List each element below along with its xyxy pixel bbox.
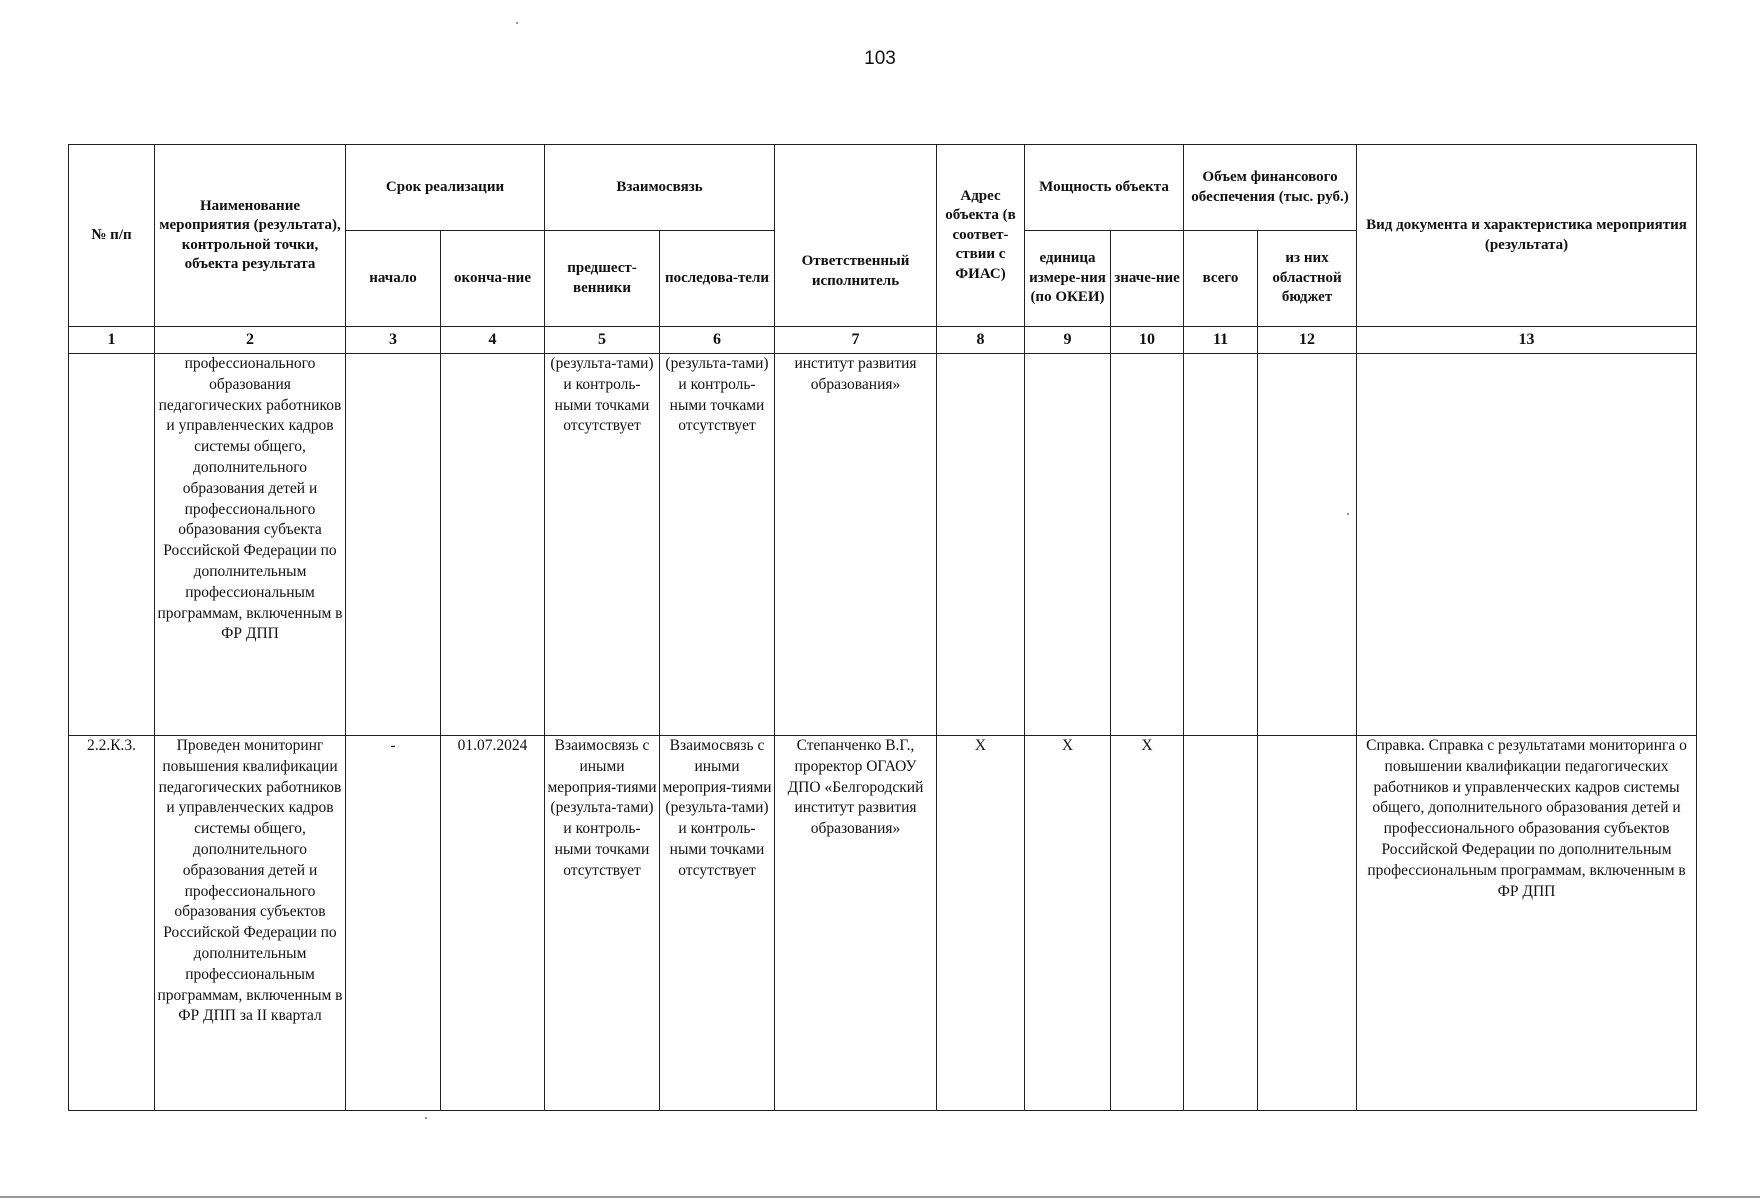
header-capacity-unit: единица измере-ния (по ОКЕИ) bbox=[1025, 231, 1111, 327]
cell-next: (результа-тами) и контроль-ными точками отсутствует bbox=[660, 354, 775, 736]
cell-doc bbox=[1357, 354, 1697, 736]
column-number: 7 bbox=[775, 327, 937, 354]
table-row bbox=[69, 736, 1697, 1111]
column-number: 11 bbox=[1184, 327, 1258, 354]
column-number: 5 bbox=[545, 327, 660, 354]
header-responsible: Ответственный исполнитель bbox=[775, 145, 937, 327]
header-term-end: оконча-ние bbox=[441, 231, 545, 327]
cell-total bbox=[1184, 736, 1258, 1111]
cell-prev: (результа-тами) и контроль-ными точками отсутствует bbox=[545, 354, 660, 736]
header-link-next: последова-тели bbox=[660, 231, 775, 327]
cell-name: профессионального образования педагогических работников и управленческих кадров системы общего, дополнительного образования детей и профессионального образования субъекта Российской Федерации по дополнительным профессиональным программам, включенным в ФР ДПП bbox=[155, 354, 346, 736]
header-capacity-value: значе-ние bbox=[1111, 231, 1184, 327]
header-name: Наименование мероприятия (результата), контрольной точки, объекта результата bbox=[155, 145, 346, 327]
column-number: 13 bbox=[1357, 327, 1697, 354]
header-link-prev: предшест-венники bbox=[545, 231, 660, 327]
cell-start bbox=[346, 354, 441, 736]
table-row bbox=[69, 354, 1697, 736]
cell-address: Х bbox=[937, 736, 1025, 1111]
cell-num bbox=[69, 354, 155, 736]
cell-regional bbox=[1258, 736, 1357, 1111]
cell-responsible: Степанченко В.Г., проректор ОГАОУ ДПО «Белгородский институт развития образования» bbox=[775, 736, 937, 1111]
column-number: 1 bbox=[69, 327, 155, 354]
header-capacity: Мощность объекта bbox=[1025, 145, 1184, 231]
scan-edge-line bbox=[0, 1196, 1760, 1198]
column-number: 2 bbox=[155, 327, 346, 354]
cell-next: Взаимосвязь с иными мероприя-тиями (результа-тами) и контроль-ными точками отсутствует bbox=[660, 736, 775, 1111]
cell-start: - bbox=[346, 736, 441, 1111]
header-finance-total: всего bbox=[1184, 231, 1258, 327]
header-link: Взаимосвязь bbox=[545, 145, 775, 231]
column-number: 12 bbox=[1258, 327, 1357, 354]
header-doc: Вид документа и характеристика мероприятия (результата) bbox=[1357, 145, 1697, 327]
cell-doc: Справка. Справка с результатами мониторинга о повышении квалификации педагогических работников и управленческих кадров системы общего, дополнительного образования детей и профессионального образования субъектов Российской Федерации по дополнительным профессиональным программам, включенным в ФР ДПП bbox=[1357, 736, 1697, 1111]
cell-prev: Взаимосвязь с иными мероприя-тиями (результа-тами) и контроль-ными точками отсутствует bbox=[545, 736, 660, 1111]
cell-address bbox=[937, 354, 1025, 736]
scan-speck bbox=[425, 1117, 427, 1119]
cell-name: Проведен мониторинг повышения квалификации педагогических работников и управленческих кадров системы общего, дополнительного образования детей и профессионального образования субъектов Российской Федерации по дополнительным профессиональным программам, включенным в ФР ДПП за II квартал bbox=[155, 736, 346, 1111]
page-number: 103 bbox=[864, 48, 896, 69]
cell-regional bbox=[1258, 354, 1357, 736]
header-finance: Объем финансового обеспечения (тыс. руб.) bbox=[1184, 145, 1357, 231]
column-number: 9 bbox=[1025, 327, 1111, 354]
cell-unit bbox=[1025, 354, 1111, 736]
cell-end: 01.07.2024 bbox=[441, 736, 545, 1111]
header-num: № п/п bbox=[69, 145, 155, 327]
cell-value: Х bbox=[1111, 736, 1184, 1111]
scan-speck bbox=[1347, 513, 1349, 515]
cell-num: 2.2.К.3. bbox=[69, 736, 155, 1111]
plan-table bbox=[68, 144, 1697, 1111]
header-term-start: начало bbox=[346, 231, 441, 327]
column-number: 8 bbox=[937, 327, 1025, 354]
header-term: Срок реализации bbox=[346, 145, 545, 231]
cell-value bbox=[1111, 354, 1184, 736]
cell-unit: Х bbox=[1025, 736, 1111, 1111]
column-number: 10 bbox=[1111, 327, 1184, 354]
header-finance-regional: из них областной бюджет bbox=[1258, 231, 1357, 327]
cell-end bbox=[441, 354, 545, 736]
column-number: 4 bbox=[441, 327, 545, 354]
cell-total bbox=[1184, 354, 1258, 736]
cell-responsible: институт развития образования» bbox=[775, 354, 937, 736]
column-number: 6 bbox=[660, 327, 775, 354]
scan-speck bbox=[516, 22, 518, 24]
header-address: Адрес объекта (в соответ-ствии с ФИАС) bbox=[937, 145, 1025, 327]
column-number: 3 bbox=[346, 327, 441, 354]
